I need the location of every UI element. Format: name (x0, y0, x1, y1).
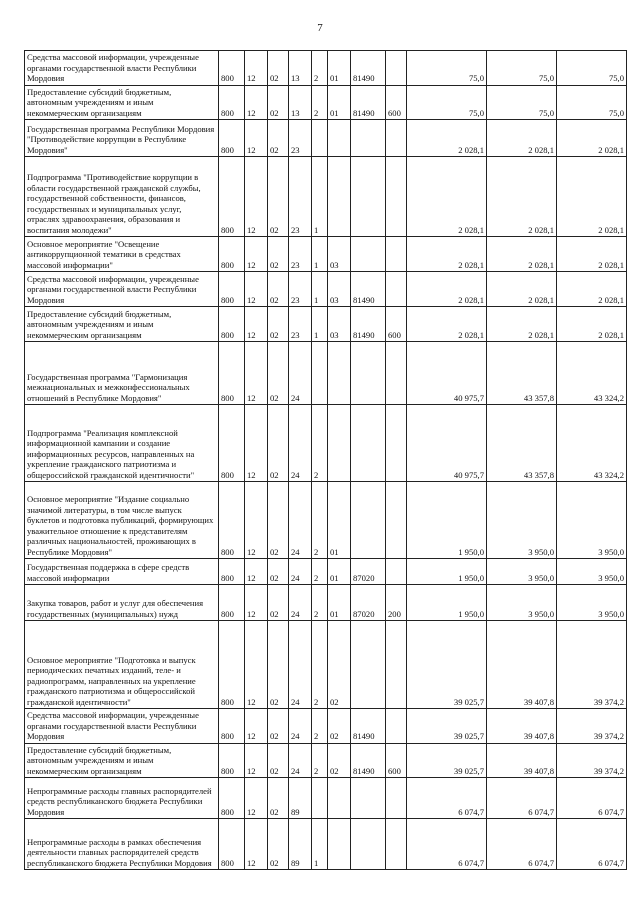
code-section: 12 (245, 559, 268, 585)
code-subprogram (312, 120, 328, 157)
code-subsection: 02 (268, 405, 289, 482)
value-year-1: 1 950,0 (407, 559, 487, 585)
code-ministry: 800 (219, 743, 245, 778)
code-expense-type (386, 405, 407, 482)
value-year-1: 2 028,1 (407, 120, 487, 157)
value-year-2: 3 950,0 (487, 559, 557, 585)
row-name: Непрограммные расходы в рамках обеспечения деятельности главных распорядителей средств республиканского бюджета Республики Мордовия (25, 819, 219, 870)
code-subsection: 02 (268, 559, 289, 585)
code-ministry: 800 (219, 120, 245, 157)
code-subsection: 02 (268, 819, 289, 870)
code-program: 24 (289, 405, 312, 482)
value-year-1: 2 028,1 (407, 157, 487, 237)
code-ministry: 800 (219, 405, 245, 482)
code-program: 24 (289, 743, 312, 778)
value-year-1: 75,0 (407, 85, 487, 120)
value-year-2: 6 074,7 (487, 819, 557, 870)
value-year-1: 6 074,7 (407, 778, 487, 819)
table-row (25, 819, 627, 870)
code-subprogram (312, 778, 328, 819)
value-year-3: 75,0 (557, 51, 627, 86)
code-expense-type (386, 51, 407, 86)
value-year-2: 75,0 (487, 51, 557, 86)
code-subsection: 02 (268, 237, 289, 272)
value-year-1: 2 028,1 (407, 237, 487, 272)
code-measure: 01 (328, 51, 351, 86)
code-measure: 02 (328, 621, 351, 709)
code-ministry: 800 (219, 621, 245, 709)
code-subprogram: 1 (312, 272, 328, 307)
code-measure (328, 120, 351, 157)
code-ministry: 800 (219, 585, 245, 621)
code-ministry: 800 (219, 85, 245, 120)
code-measure: 02 (328, 709, 351, 744)
code-expense-type (386, 819, 407, 870)
code-measure (328, 157, 351, 237)
code-section: 12 (245, 307, 268, 342)
code-section: 12 (245, 709, 268, 744)
code-direction: 81490 (351, 51, 386, 86)
code-subprogram: 2 (312, 585, 328, 621)
table-row (25, 237, 627, 272)
code-subsection: 02 (268, 307, 289, 342)
code-measure: 01 (328, 482, 351, 559)
table-row (25, 559, 627, 585)
value-year-2: 43 357,8 (487, 342, 557, 405)
code-ministry: 800 (219, 272, 245, 307)
code-subprogram: 2 (312, 621, 328, 709)
value-year-1: 40 975,7 (407, 405, 487, 482)
code-expense-type: 600 (386, 307, 407, 342)
value-year-1: 39 025,7 (407, 621, 487, 709)
code-direction: 81490 (351, 85, 386, 120)
code-program: 23 (289, 237, 312, 272)
code-expense-type (386, 237, 407, 272)
page-number: 7 (317, 22, 323, 34)
code-subprogram: 2 (312, 482, 328, 559)
code-measure (328, 342, 351, 405)
code-subprogram: 2 (312, 51, 328, 86)
value-year-1: 1 950,0 (407, 482, 487, 559)
table-row (25, 621, 627, 709)
code-program: 23 (289, 307, 312, 342)
code-direction: 81490 (351, 272, 386, 307)
value-year-3: 39 374,2 (557, 709, 627, 744)
value-year-3: 43 324,2 (557, 342, 627, 405)
code-expense-type (386, 482, 407, 559)
code-expense-type: 200 (386, 585, 407, 621)
value-year-1: 1 950,0 (407, 585, 487, 621)
row-name: Подпрограмма "Реализация комплексной информационной кампании и создание информационных ресурсов, направленных на укрепление гражданского патриотизма и общероссийской гражданской идентичности" (25, 405, 219, 482)
code-program: 89 (289, 819, 312, 870)
row-name: Средства массовой информации, учрежденные органами государственной власти Республики Мордовия (25, 272, 219, 307)
code-program: 24 (289, 559, 312, 585)
code-ministry: 800 (219, 342, 245, 405)
value-year-2: 6 074,7 (487, 778, 557, 819)
code-section: 12 (245, 405, 268, 482)
value-year-2: 39 407,8 (487, 709, 557, 744)
value-year-3: 2 028,1 (557, 272, 627, 307)
code-measure: 01 (328, 85, 351, 120)
value-year-3: 6 074,7 (557, 819, 627, 870)
value-year-3: 3 950,0 (557, 585, 627, 621)
row-name: Закупка товаров, работ и услуг для обеспечения государственных (муниципальных) нужд (25, 585, 219, 621)
code-program: 89 (289, 778, 312, 819)
budget-table (24, 50, 627, 870)
code-direction: 87020 (351, 585, 386, 621)
code-subprogram: 2 (312, 559, 328, 585)
code-section: 12 (245, 51, 268, 86)
code-expense-type (386, 709, 407, 744)
row-name: Средства массовой информации, учрежденные органами государственной власти Республики Мордовия (25, 709, 219, 744)
code-measure: 03 (328, 307, 351, 342)
code-subsection: 02 (268, 585, 289, 621)
code-subsection: 02 (268, 743, 289, 778)
row-name: Основное мероприятие "Освещение антикоррупционной тематики в средствах массовой информации" (25, 237, 219, 272)
code-ministry: 800 (219, 237, 245, 272)
value-year-2: 2 028,1 (487, 120, 557, 157)
code-subprogram: 2 (312, 743, 328, 778)
code-ministry: 800 (219, 559, 245, 585)
table-row (25, 272, 627, 307)
code-subprogram: 2 (312, 85, 328, 120)
code-expense-type (386, 157, 407, 237)
row-name: Непрограммные расходы главных распорядителей средств республиканского бюджета Республики Мордовия (25, 778, 219, 819)
code-section: 12 (245, 482, 268, 559)
value-year-3: 6 074,7 (557, 778, 627, 819)
value-year-3: 2 028,1 (557, 157, 627, 237)
value-year-2: 2 028,1 (487, 237, 557, 272)
code-section: 12 (245, 85, 268, 120)
code-subprogram: 2 (312, 405, 328, 482)
value-year-3: 39 374,2 (557, 621, 627, 709)
code-program: 24 (289, 342, 312, 405)
code-program: 23 (289, 120, 312, 157)
code-section: 12 (245, 778, 268, 819)
value-year-2: 39 407,8 (487, 743, 557, 778)
code-direction (351, 237, 386, 272)
table-row (25, 405, 627, 482)
value-year-3: 43 324,2 (557, 405, 627, 482)
code-direction (351, 120, 386, 157)
value-year-2: 3 950,0 (487, 585, 557, 621)
table-row (25, 743, 627, 778)
code-direction (351, 342, 386, 405)
code-subprogram (312, 342, 328, 405)
code-program: 13 (289, 85, 312, 120)
code-section: 12 (245, 157, 268, 237)
value-year-2: 2 028,1 (487, 157, 557, 237)
row-name: Государственная поддержка в сфере средств массовой информации (25, 559, 219, 585)
code-direction (351, 819, 386, 870)
code-program: 23 (289, 157, 312, 237)
code-section: 12 (245, 621, 268, 709)
code-expense-type (386, 621, 407, 709)
value-year-1: 39 025,7 (407, 743, 487, 778)
value-year-2: 2 028,1 (487, 307, 557, 342)
code-direction (351, 621, 386, 709)
row-name: Подпрограмма "Противодействие коррупции в области государственной гражданской службы, государственной собственности, финансов, государственных и муниципальных услуг, отраслях здравоохранения, образования и воспитания молодежи" (25, 157, 219, 237)
code-program: 24 (289, 585, 312, 621)
code-subprogram: 1 (312, 157, 328, 237)
code-ministry: 800 (219, 819, 245, 870)
code-program: 24 (289, 482, 312, 559)
code-subsection: 02 (268, 51, 289, 86)
code-program: 23 (289, 272, 312, 307)
code-subsection: 02 (268, 272, 289, 307)
code-measure (328, 819, 351, 870)
code-direction: 81490 (351, 743, 386, 778)
code-subprogram: 1 (312, 819, 328, 870)
code-ministry: 800 (219, 778, 245, 819)
code-section: 12 (245, 819, 268, 870)
value-year-2: 39 407,8 (487, 621, 557, 709)
row-name: Основное мероприятие "Издание социально значимой литературы, в том числе выпуск буклетов и подготовка публикаций, формирующих уважительное отношение к представителям различных национальностей, проживающих в Республике Мордовия" (25, 482, 219, 559)
code-subsection: 02 (268, 157, 289, 237)
code-section: 12 (245, 585, 268, 621)
table-row (25, 307, 627, 342)
code-program: 24 (289, 621, 312, 709)
value-year-2: 75,0 (487, 85, 557, 120)
code-measure (328, 778, 351, 819)
row-name: Предоставление субсидий бюджетным, автономным учреждениям и иным некоммерческим организациям (25, 743, 219, 778)
code-measure: 01 (328, 585, 351, 621)
table-row (25, 85, 627, 120)
code-expense-type: 600 (386, 85, 407, 120)
value-year-1: 40 975,7 (407, 342, 487, 405)
code-section: 12 (245, 120, 268, 157)
row-name: Основное мероприятие "Подготовка и выпуск периодических печатных изданий, теле- и радиопрограмм, направленных на укрепление гражданского патриотизма и общероссийской гражданской идентичности" (25, 621, 219, 709)
value-year-1: 39 025,7 (407, 709, 487, 744)
code-program: 24 (289, 709, 312, 744)
table-row (25, 482, 627, 559)
value-year-1: 2 028,1 (407, 307, 487, 342)
code-ministry: 800 (219, 307, 245, 342)
code-measure: 02 (328, 743, 351, 778)
code-expense-type (386, 559, 407, 585)
code-direction: 81490 (351, 307, 386, 342)
table-row (25, 157, 627, 237)
code-direction (351, 157, 386, 237)
code-expense-type: 600 (386, 743, 407, 778)
code-subsection: 02 (268, 621, 289, 709)
code-measure (328, 405, 351, 482)
code-measure: 03 (328, 272, 351, 307)
code-ministry: 800 (219, 482, 245, 559)
table-row (25, 120, 627, 157)
code-subprogram: 1 (312, 237, 328, 272)
value-year-3: 75,0 (557, 85, 627, 120)
code-subsection: 02 (268, 482, 289, 559)
code-section: 12 (245, 743, 268, 778)
code-section: 12 (245, 237, 268, 272)
code-subsection: 02 (268, 85, 289, 120)
row-name: Государственная программа Республики Мордовия "Противодействие коррупции в Республике Мордовия" (25, 120, 219, 157)
value-year-2: 43 357,8 (487, 405, 557, 482)
table-row (25, 709, 627, 744)
value-year-3: 2 028,1 (557, 307, 627, 342)
row-name: Предоставление субсидий бюджетным, автономным учреждениям и иным некоммерческим организациям (25, 307, 219, 342)
row-name: Государственная программа "Гармонизация межнациональных и межконфессиональных отношений в Республике Мордовия" (25, 342, 219, 405)
code-direction (351, 405, 386, 482)
code-ministry: 800 (219, 709, 245, 744)
code-program: 13 (289, 51, 312, 86)
code-measure: 03 (328, 237, 351, 272)
code-subprogram: 2 (312, 709, 328, 744)
code-measure: 01 (328, 559, 351, 585)
row-name: Предоставление субсидий бюджетным, автономным учреждениям и иным некоммерческим организациям (25, 85, 219, 120)
table-row (25, 342, 627, 405)
code-subsection: 02 (268, 342, 289, 405)
value-year-1: 6 074,7 (407, 819, 487, 870)
code-direction: 87020 (351, 559, 386, 585)
code-expense-type (386, 342, 407, 405)
table-row (25, 585, 627, 621)
code-direction: 81490 (351, 709, 386, 744)
code-direction (351, 482, 386, 559)
code-expense-type (386, 120, 407, 157)
value-year-3: 3 950,0 (557, 559, 627, 585)
code-expense-type (386, 778, 407, 819)
table-row (25, 778, 627, 819)
code-subsection: 02 (268, 120, 289, 157)
value-year-2: 3 950,0 (487, 482, 557, 559)
code-ministry: 800 (219, 51, 245, 86)
code-direction (351, 778, 386, 819)
value-year-3: 2 028,1 (557, 120, 627, 157)
value-year-1: 75,0 (407, 51, 487, 86)
code-section: 12 (245, 342, 268, 405)
code-subsection: 02 (268, 709, 289, 744)
value-year-1: 2 028,1 (407, 272, 487, 307)
value-year-3: 39 374,2 (557, 743, 627, 778)
code-ministry: 800 (219, 157, 245, 237)
code-subprogram: 1 (312, 307, 328, 342)
code-section: 12 (245, 272, 268, 307)
code-expense-type (386, 272, 407, 307)
code-subsection: 02 (268, 778, 289, 819)
row-name: Средства массовой информации, учрежденные органами государственной власти Республики Мордовия (25, 51, 219, 86)
value-year-3: 3 950,0 (557, 482, 627, 559)
table-row (25, 51, 627, 86)
value-year-3: 2 028,1 (557, 237, 627, 272)
value-year-2: 2 028,1 (487, 272, 557, 307)
